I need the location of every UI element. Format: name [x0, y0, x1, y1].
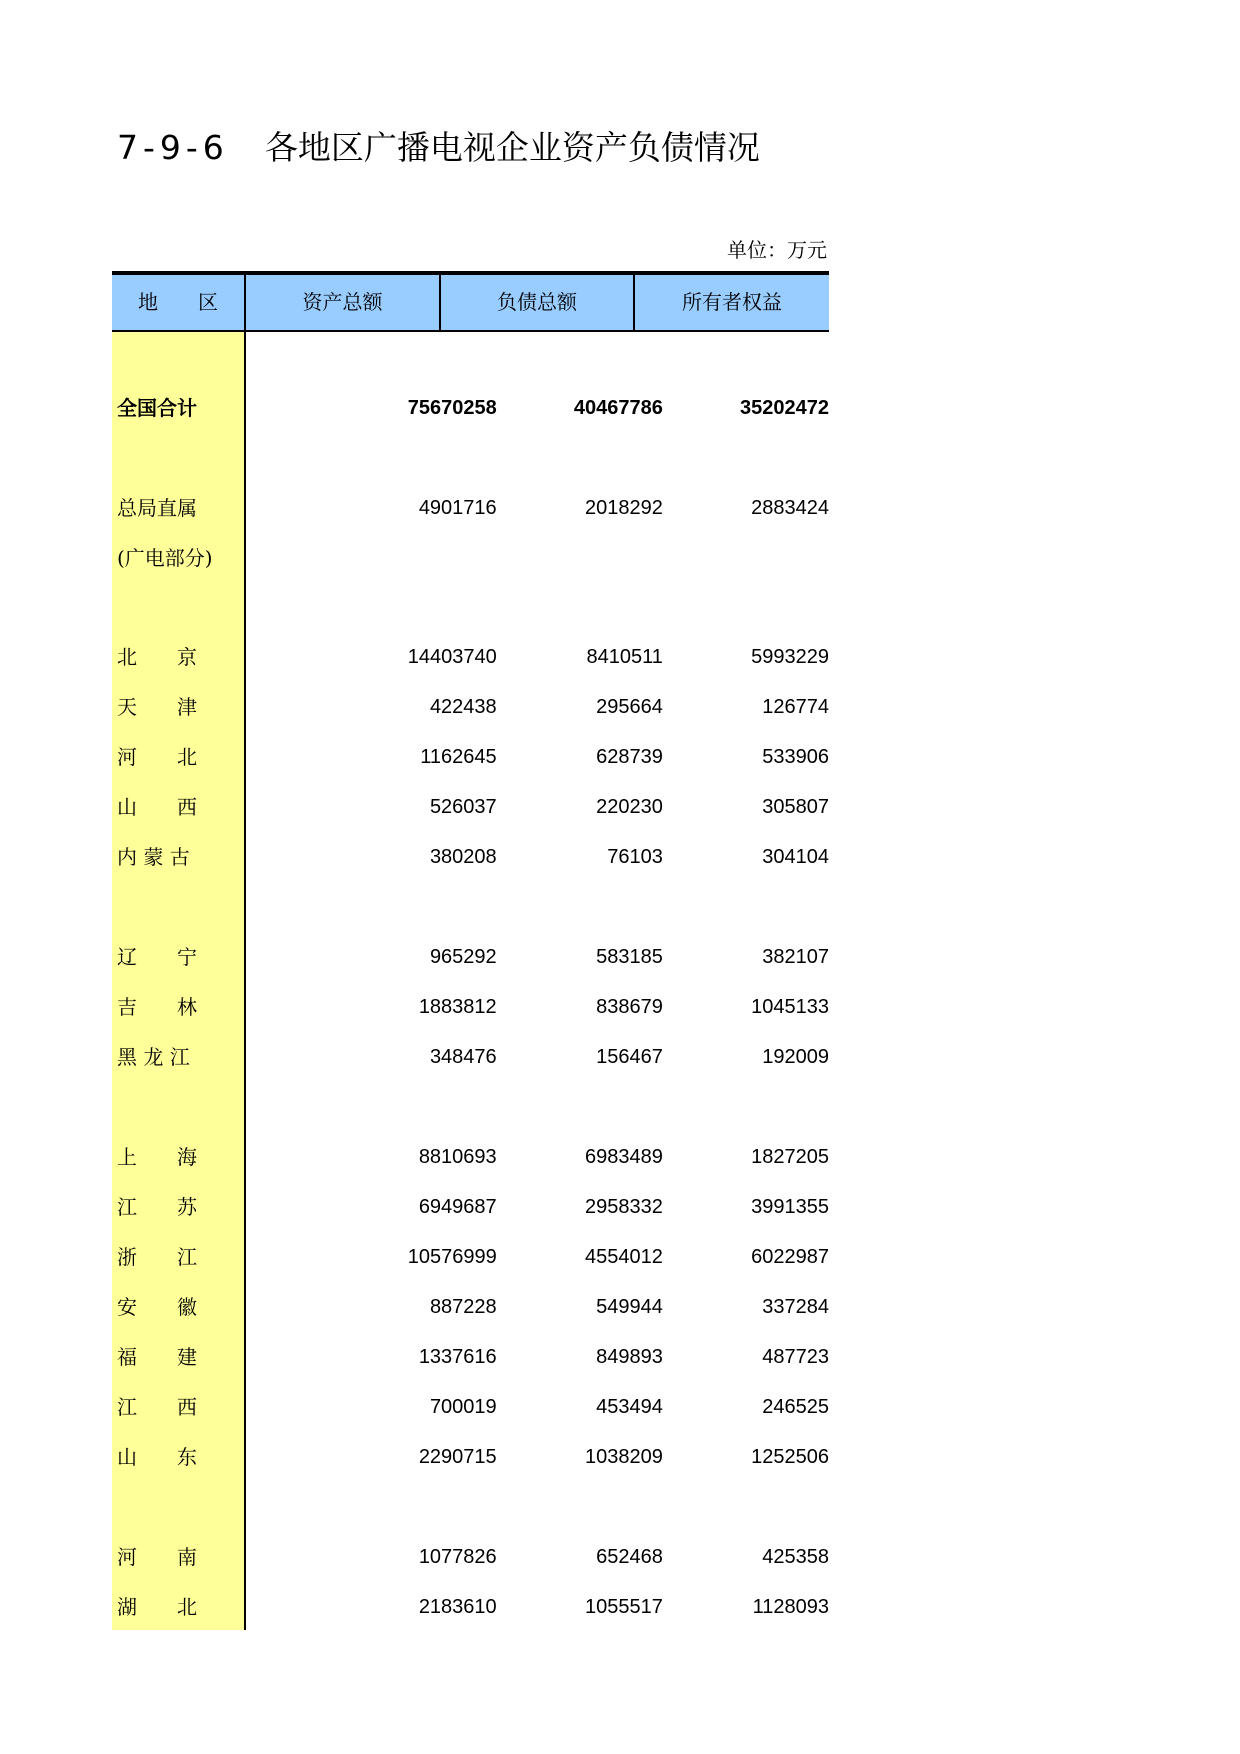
table-row	[112, 1432, 829, 1482]
row-equity: 487723	[762, 1346, 829, 1368]
row-equity: 305807	[762, 796, 829, 818]
table-header	[112, 271, 829, 332]
row-assets: 6949687	[418, 1196, 497, 1218]
table-row	[112, 1332, 829, 1382]
row-region: 天 津	[117, 695, 197, 719]
row-assets: 2183610	[418, 1596, 497, 1618]
row-liabilities: 6983489	[584, 1146, 663, 1168]
row-liabilities: 849893	[596, 1346, 663, 1368]
table-row	[112, 1282, 829, 1332]
row-equity: 533906	[762, 746, 829, 768]
row-equity: 337284	[762, 1296, 829, 1318]
table-number: 7-9-6	[117, 128, 229, 167]
row-assets: 422438	[429, 696, 497, 718]
row-liabilities: 652468	[596, 1546, 663, 1568]
table-row	[112, 1582, 829, 1632]
row-assets	[225, 533, 497, 583]
row-equity: 126774	[762, 696, 829, 718]
table-title: 各地区广播电视企业资产负债情况	[264, 128, 760, 167]
row-assets: 75670258	[407, 397, 497, 419]
row-liabilities: 1055517	[584, 1596, 663, 1618]
row-liabilities: 583185	[596, 946, 663, 968]
row-equity: 35202472	[740, 397, 829, 419]
row-assets: 4901716	[418, 497, 497, 519]
unit-label: 单位：万元	[727, 238, 827, 262]
row-liabilities: 295664	[596, 696, 663, 718]
row-region: 黑 龙 江	[117, 1045, 190, 1069]
row-liabilities: 8410511	[586, 646, 663, 668]
row-liabilities: 4554012	[584, 1246, 663, 1268]
row-assets: 1162645	[420, 746, 497, 768]
row-region: 北 京	[117, 645, 197, 669]
row-equity: 3991355	[751, 1196, 829, 1218]
table-row	[112, 682, 829, 732]
table-row	[112, 832, 829, 882]
row-liabilities: 838679	[596, 996, 663, 1018]
row-assets: 348476	[429, 1046, 497, 1068]
table-row	[112, 383, 829, 433]
row-liabilities: 549944	[596, 1296, 663, 1318]
row-equity: 192009	[762, 1046, 829, 1068]
row-assets: 700019	[429, 1396, 497, 1418]
table-body	[112, 332, 829, 1630]
table-row	[112, 1032, 829, 1082]
row-assets: 10576999	[407, 1246, 497, 1268]
row-assets: 1337616	[418, 1346, 497, 1368]
table-row	[112, 782, 829, 832]
row-assets: 380208	[429, 846, 497, 868]
row-assets: 1077826	[418, 1546, 497, 1568]
row-region: 安 徽	[117, 1295, 197, 1319]
data-table	[112, 271, 829, 1630]
row-region: 福 建	[117, 1345, 197, 1369]
table-row	[112, 1382, 829, 1432]
row-assets: 2290715	[418, 1446, 497, 1468]
row-region: 江 苏	[117, 1195, 197, 1219]
row-assets: 8810693	[418, 1146, 497, 1168]
row-liabilities: 453494	[596, 1396, 663, 1418]
row-region: 浙 江	[117, 1245, 197, 1269]
row-region: 吉 林	[117, 995, 197, 1019]
row-region: 总局直属	[117, 496, 197, 520]
row-region: 湖 北	[117, 1595, 197, 1619]
page-title	[117, 122, 760, 174]
row-liabilities: 40467786	[573, 397, 663, 419]
row-region: 山 东	[117, 1445, 197, 1469]
table-row	[112, 1132, 829, 1182]
row-assets: 1883812	[418, 996, 497, 1018]
row-liabilities	[497, 533, 663, 583]
row-region: 辽 宁	[117, 945, 197, 969]
row-equity: 1827205	[751, 1146, 829, 1168]
row-equity: 1128093	[752, 1596, 829, 1618]
table-row	[112, 732, 829, 782]
row-liabilities: 2018292	[584, 497, 663, 519]
row-assets: 965292	[429, 946, 497, 968]
row-equity: 425358	[762, 1546, 829, 1568]
row-equity: 304104	[762, 846, 829, 868]
row-region: 上 海	[117, 1145, 197, 1169]
row-liabilities: 156467	[596, 1046, 663, 1068]
row-equity: 6022987	[751, 1246, 829, 1268]
row-liabilities: 76103	[607, 846, 663, 868]
table-row	[112, 932, 829, 982]
row-region: 全国合计	[117, 396, 197, 420]
row-region: 河 南	[117, 1545, 197, 1569]
row-equity: 5993229	[751, 646, 829, 668]
row-equity: 1252506	[751, 1446, 829, 1468]
row-equity	[663, 533, 829, 583]
table-row	[112, 632, 829, 682]
header-liabilities: 负债总额	[441, 275, 635, 330]
row-assets: 14403740	[407, 646, 497, 668]
header-equity: 所有者权益	[682, 290, 782, 314]
table-row	[112, 483, 829, 533]
row-liabilities: 220230	[596, 796, 663, 818]
row-equity: 246525	[762, 1396, 829, 1418]
table-row	[112, 1182, 829, 1232]
row-assets: 887228	[429, 1296, 497, 1318]
row-equity: 2883424	[751, 497, 829, 519]
table-row	[112, 982, 829, 1032]
row-equity: 382107	[762, 946, 829, 968]
row-liabilities: 2958332	[584, 1196, 663, 1218]
row-equity: 1045133	[751, 996, 829, 1018]
row-region: 河 北	[117, 745, 197, 769]
row-liabilities: 1038209	[584, 1446, 663, 1468]
row-region: 内 蒙 古	[117, 845, 190, 869]
table-row	[112, 1232, 829, 1282]
row-region: 山 西	[117, 795, 197, 819]
row-region: 江 西	[117, 1395, 197, 1419]
row-liabilities: 628739	[596, 746, 663, 768]
table-row	[112, 533, 829, 583]
table-row	[112, 1532, 829, 1582]
row-region: (广电部分)	[117, 546, 213, 570]
row-assets: 526037	[429, 796, 497, 818]
header-region: 地 区	[112, 275, 246, 330]
header-assets: 资产总额	[246, 275, 441, 330]
